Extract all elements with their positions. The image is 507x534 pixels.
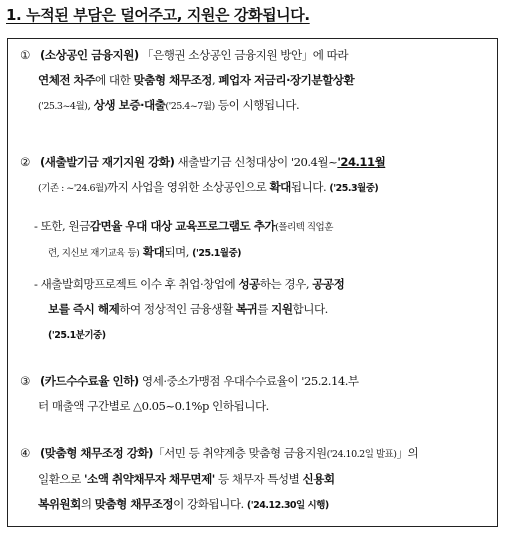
item-title: (카드수수료율 인하) — [40, 374, 139, 388]
item-fresh-start-fund: ② (새출발기금 재기지원 강화) 새출발기금 신청대상이 '20.4월~'24.11월 (기존 : ~'24.6월)까지 사업을 영위한 소상공인으로 확대됩니다. ('25.3월중) — [20, 150, 485, 201]
content-box — [7, 38, 498, 527]
item-number: ④ — [20, 446, 30, 460]
item-number: ② — [20, 155, 30, 169]
item-title: (소상공인 금융지원) — [40, 48, 139, 62]
section-heading: 1. 누적된 부담은 덜어주고, 지원은 강화됩니다. — [6, 6, 310, 24]
item-debt-restructuring: ④ (맞춤형 채무조정 강화)「서민 등 취약계층 맞춤형 금융지원('24.10.2일 발표)」의 일환으로 '소액 취약채무자 채무면제' 등 채무자 특성별 신용회 복위원회의 맞춤형 채무조정이 강화됩니다. ('24.12.30일 시행) — [20, 441, 485, 518]
item-card-fee-reduction: ③ (카드수수료율 인하) 영세·중소가맹점 우대수수료율이 '25.2.14.부 터 매출액 구간별로 △0.05~0.1%p 인하됩니다. — [20, 369, 485, 419]
item-number: ① — [20, 48, 30, 62]
item-fresh-start-sub-education: - 또한, 원금감면율 우대 대상 교육프로그램도 추가(폴리텍 직업훈 련, 지신보 재기교육 등) 확대되며, ('25.1월중) — [34, 219, 333, 259]
item-title: (맞춤형 채무조정 강화) — [40, 446, 153, 460]
item-title: (새출발기금 재기지원 강화) — [40, 155, 175, 169]
item-fresh-start-sub-hope-project: - 새출발희망프로젝트 이수 후 취업·창업에 성공하는 경우, 공공정 보를 즉시 해제하여 정상적인 금융생활 복귀를 지원합니다. ('25.1분기중) — [34, 277, 345, 341]
item-small-business-support: ① (소상공인 금융지원) 「은행권 소상공인 금융지원 방안」에 따라 연체전 차주에 대한 맞춤형 채무조정, 폐업자 저금리·장기분할상환 ('25.3~4월), 상생 보증·대출('25.4~7월) 등이 시행됩니다. — [20, 43, 485, 119]
item-number: ③ — [20, 374, 30, 388]
